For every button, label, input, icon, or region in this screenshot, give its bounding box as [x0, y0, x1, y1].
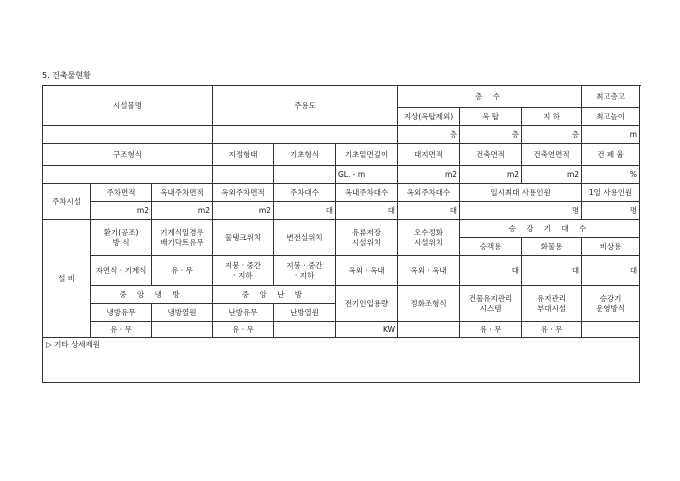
central-heating-header: 중 앙 난 방	[213, 286, 336, 304]
pump-location-label: 물탱크위치	[213, 220, 274, 256]
power-capacity-label: 전기인입용량	[336, 286, 398, 322]
cooling-source-value[interactable]	[152, 322, 213, 338]
elevator-count-header: 승 강 기 대 수	[460, 220, 640, 238]
main-use-header: 주용도	[213, 86, 398, 126]
central-cooling-header: 중 앙 냉 방	[91, 286, 213, 304]
above-ground-value[interactable]: 층	[398, 126, 460, 144]
rooftop-value[interactable]: 층	[460, 126, 522, 144]
foundation-type-label: 지정형태	[213, 144, 274, 166]
outdoor-count-label: 옥외주차대수	[398, 184, 460, 202]
maintenance-facility-value[interactable]: 유 · 무	[522, 322, 582, 338]
total-floor-area-value[interactable]: m2	[522, 166, 582, 184]
cooling-yn-label: 냉방유무	[91, 304, 152, 322]
max-occupancy-value[interactable]: 명	[460, 202, 582, 220]
foundation-form-label: 기초형식	[274, 144, 336, 166]
other-details[interactable]: ▷ 기타 상세제원	[43, 338, 640, 383]
structure-type-label: 구조형식	[43, 144, 213, 166]
ventilation-label: 환기(공조) 방 식	[91, 220, 152, 256]
total-floor-area-label: 건축연면적	[522, 144, 582, 166]
purification-type-label: 정화조형식	[398, 286, 460, 322]
parking-count-label: 주차대수	[274, 184, 336, 202]
sewage-location-label: 오수정화 시설위치	[398, 220, 460, 256]
rooftop-label: 옥 탑	[460, 108, 522, 126]
heating-source-value[interactable]	[274, 322, 336, 338]
oil-tank-location-value[interactable]: 옥외 · 옥내	[336, 256, 398, 286]
underground-label: 지 하	[522, 108, 582, 126]
parking-label: 주차시설	[43, 184, 91, 220]
foundation-type-value[interactable]	[213, 166, 274, 184]
pump-location-value[interactable]: 지붕 · 중간 · 지하	[213, 256, 274, 286]
mech-room-value[interactable]: 유 · 무	[152, 256, 213, 286]
maintenance-facility-label: 유지관리 부대시설	[522, 286, 582, 322]
indoor-count-label: 옥내주차대수	[336, 184, 398, 202]
foundation-depth-label: 기초밑면깊이	[336, 144, 398, 166]
oil-tank-location-label: 유류저장 시설위치	[336, 220, 398, 256]
power-capacity-value[interactable]: KW	[336, 322, 398, 338]
emergency-value[interactable]: 대	[582, 256, 640, 286]
equipment-label: 설 비	[43, 220, 91, 338]
cooling-source-label: 냉방열원	[152, 304, 213, 322]
indoor-area-label: 옥내주차면적	[152, 184, 213, 202]
freight-value[interactable]: 대	[522, 256, 582, 286]
bms-value[interactable]: 유 · 무	[460, 322, 522, 338]
building-area-value[interactable]: m2	[460, 166, 522, 184]
structure-type-value[interactable]	[43, 166, 213, 184]
purification-type-value[interactable]	[398, 322, 460, 338]
ventilation-value[interactable]: 자연식 · 기계식	[91, 256, 152, 286]
underground-value[interactable]: 층	[522, 126, 582, 144]
foundation-form-value[interactable]	[274, 166, 336, 184]
daily-users-value[interactable]: 명	[582, 202, 640, 220]
max-height-header: 최고층고	[582, 86, 640, 108]
site-area-value[interactable]: m2	[398, 166, 460, 184]
max-height-label: 최고높이	[582, 108, 640, 126]
building-status-table	[42, 85, 640, 383]
cooling-yn-value[interactable]: 유 · 무	[91, 322, 152, 338]
mech-room-label: 기계식일경우 배기닥트유무	[152, 220, 213, 256]
passenger-value[interactable]: 대	[460, 256, 522, 286]
facility-name-value[interactable]	[43, 126, 213, 144]
substation-location-label: 변전실위치	[274, 220, 336, 256]
outdoor-count-value[interactable]: 대	[398, 202, 460, 220]
main-use-value[interactable]	[213, 126, 398, 144]
heating-yn-label: 난방유무	[213, 304, 274, 322]
elevator-operation-label: 승강기 운영방식	[582, 286, 640, 322]
parking-area-value[interactable]: m2	[91, 202, 152, 220]
passenger-label: 승객용	[460, 238, 522, 256]
parking-count-value[interactable]: 대	[274, 202, 336, 220]
heating-source-label: 난방열원	[274, 304, 336, 322]
site-area-label: 대지면적	[398, 144, 460, 166]
indoor-area-value[interactable]: m2	[152, 202, 213, 220]
above-ground-label: 지상(옥탑제외)	[398, 108, 460, 126]
daily-users-label: 1일 사용인원	[582, 184, 640, 202]
building-area-label: 건축면적	[460, 144, 522, 166]
coverage-ratio-value[interactable]: %	[582, 166, 640, 184]
max-height-value[interactable]: m	[582, 126, 640, 144]
parking-area-label: 주차면적	[91, 184, 152, 202]
elevator-operation-value[interactable]	[582, 322, 640, 338]
freight-label: 화물용	[522, 238, 582, 256]
indoor-count-value[interactable]: 대	[336, 202, 398, 220]
outdoor-area-value[interactable]: m2	[213, 202, 274, 220]
sewage-location-value[interactable]: 옥외 · 옥내	[398, 256, 460, 286]
outdoor-area-label: 옥외주차면적	[213, 184, 274, 202]
substation-location-value[interactable]: 지붕 · 중간 · 지하	[274, 256, 336, 286]
emergency-label: 비상용	[582, 238, 640, 256]
foundation-depth-value[interactable]: GL. - m	[336, 166, 398, 184]
section-title: 5. 건축물현황	[42, 71, 91, 80]
bms-label: 건물유지관리 시스템	[460, 286, 522, 322]
floor-count-header: 층 수	[398, 86, 582, 108]
facility-name-header: 시설물명	[43, 86, 213, 126]
max-occupancy-label: 일시최대 사용인원	[460, 184, 582, 202]
heating-yn-value[interactable]: 유 · 무	[213, 322, 274, 338]
coverage-ratio-label: 건 폐 율	[582, 144, 640, 166]
